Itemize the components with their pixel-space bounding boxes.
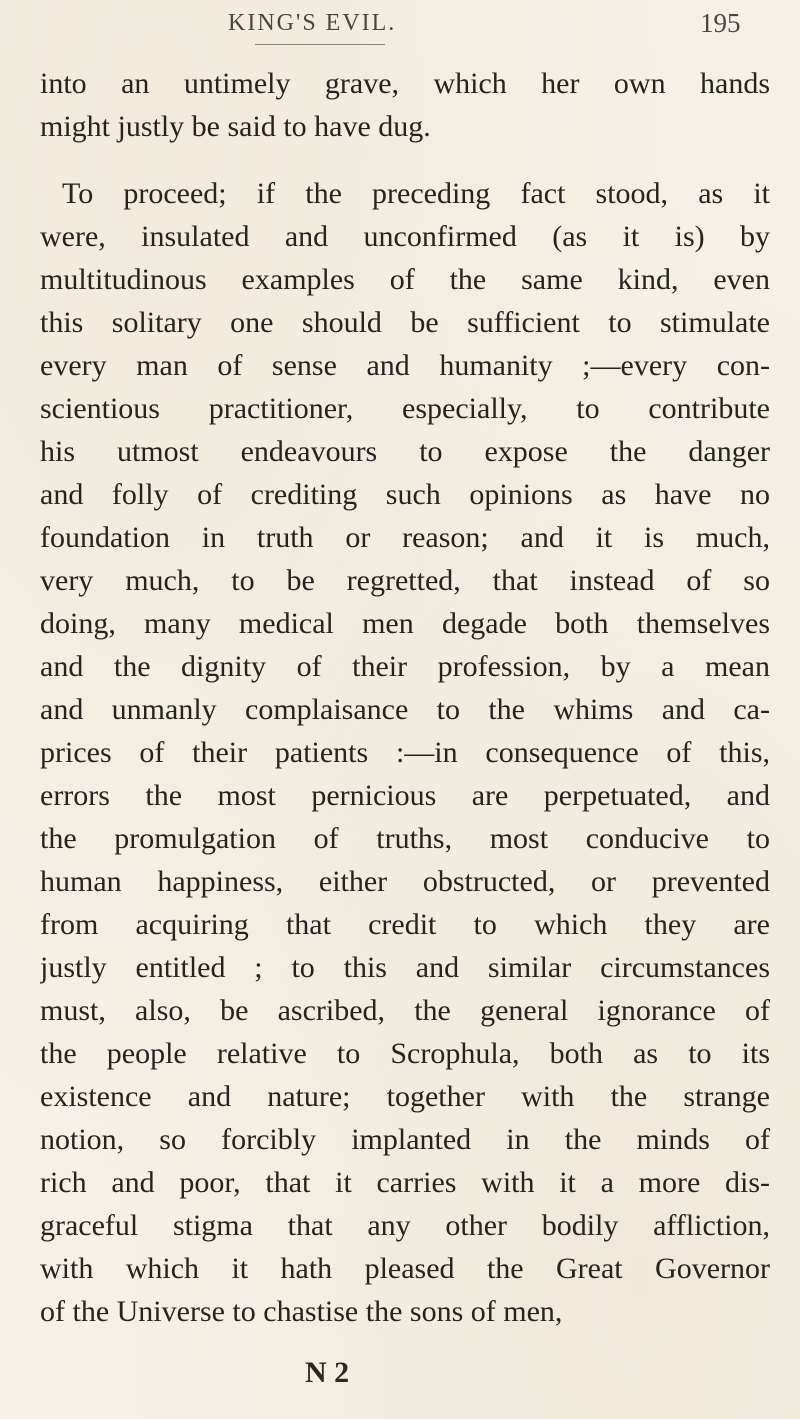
text-line: prices of their patients :—in consequence of this, — [40, 736, 770, 769]
text-line: human happiness, either obstructed, or prevented — [40, 865, 770, 898]
text-line: very much, to be regretted, that instead of so — [40, 564, 770, 597]
text-line: every man of sense and humanity ;—every con- — [40, 349, 770, 382]
text-line: errors the most pernicious are perpetuated, and — [40, 779, 770, 812]
text-line: justly entitled ; to this and similar circumstances — [40, 951, 770, 984]
text-line: foundation in truth or reason; and it is much, — [40, 521, 770, 554]
text-line: of the Universe to chastise the sons of men, — [40, 1295, 563, 1328]
text-line: and folly of crediting such opinions as have no — [40, 478, 770, 511]
page-number: 195 — [700, 8, 741, 38]
text-line: rich and poor, that it carries with it a more dis- — [40, 1166, 770, 1199]
text-line: his utmost endeavours to expose the danger — [40, 435, 770, 468]
text-line: the people relative to Scrophula, both as to its — [40, 1037, 770, 1070]
text-line: multitudinous examples of the same kind, even — [40, 263, 770, 296]
text-line: with which it hath pleased the Great Governor — [40, 1252, 770, 1285]
paragraph-gap — [40, 148, 770, 172]
text-line: this solitary one should be sufficient to stimulate — [40, 306, 770, 339]
text-line: scientious practitioner, especially, to contribute — [40, 392, 770, 425]
text-line: must, also, be ascribed, the general ignorance of — [40, 994, 770, 1027]
text-line: notion, so forcibly implanted in the minds of — [40, 1123, 770, 1156]
text-line: into an untimely grave, which her own hands — [40, 67, 770, 100]
text-line: To proceed; if the preceding fact stood, as it — [62, 177, 770, 210]
page-header — [0, 6, 800, 46]
text-line: and unmanly complaisance to the whims and ca- — [40, 693, 770, 726]
text-line: existence and nature; together with the strange — [40, 1080, 770, 1113]
signature-mark: N 2 — [305, 1356, 350, 1389]
running-head: KING'S EVIL. — [228, 10, 397, 36]
text-line: might justly be said to have dug. — [40, 110, 431, 143]
body-text — [40, 62, 770, 1333]
text-line: and the dignity of their profession, by a mean — [40, 650, 770, 683]
text-line: the promulgation of truths, most conducive to — [40, 822, 770, 855]
text-line: graceful stigma that any other bodily affliction, — [40, 1209, 770, 1242]
text-line: doing, many medical men degade both themselves — [40, 607, 770, 640]
text-line: were, insulated and unconfirmed (as it is) by — [40, 220, 770, 253]
text-line: from acquiring that credit to which they are — [40, 908, 770, 941]
header-rule — [255, 44, 385, 45]
